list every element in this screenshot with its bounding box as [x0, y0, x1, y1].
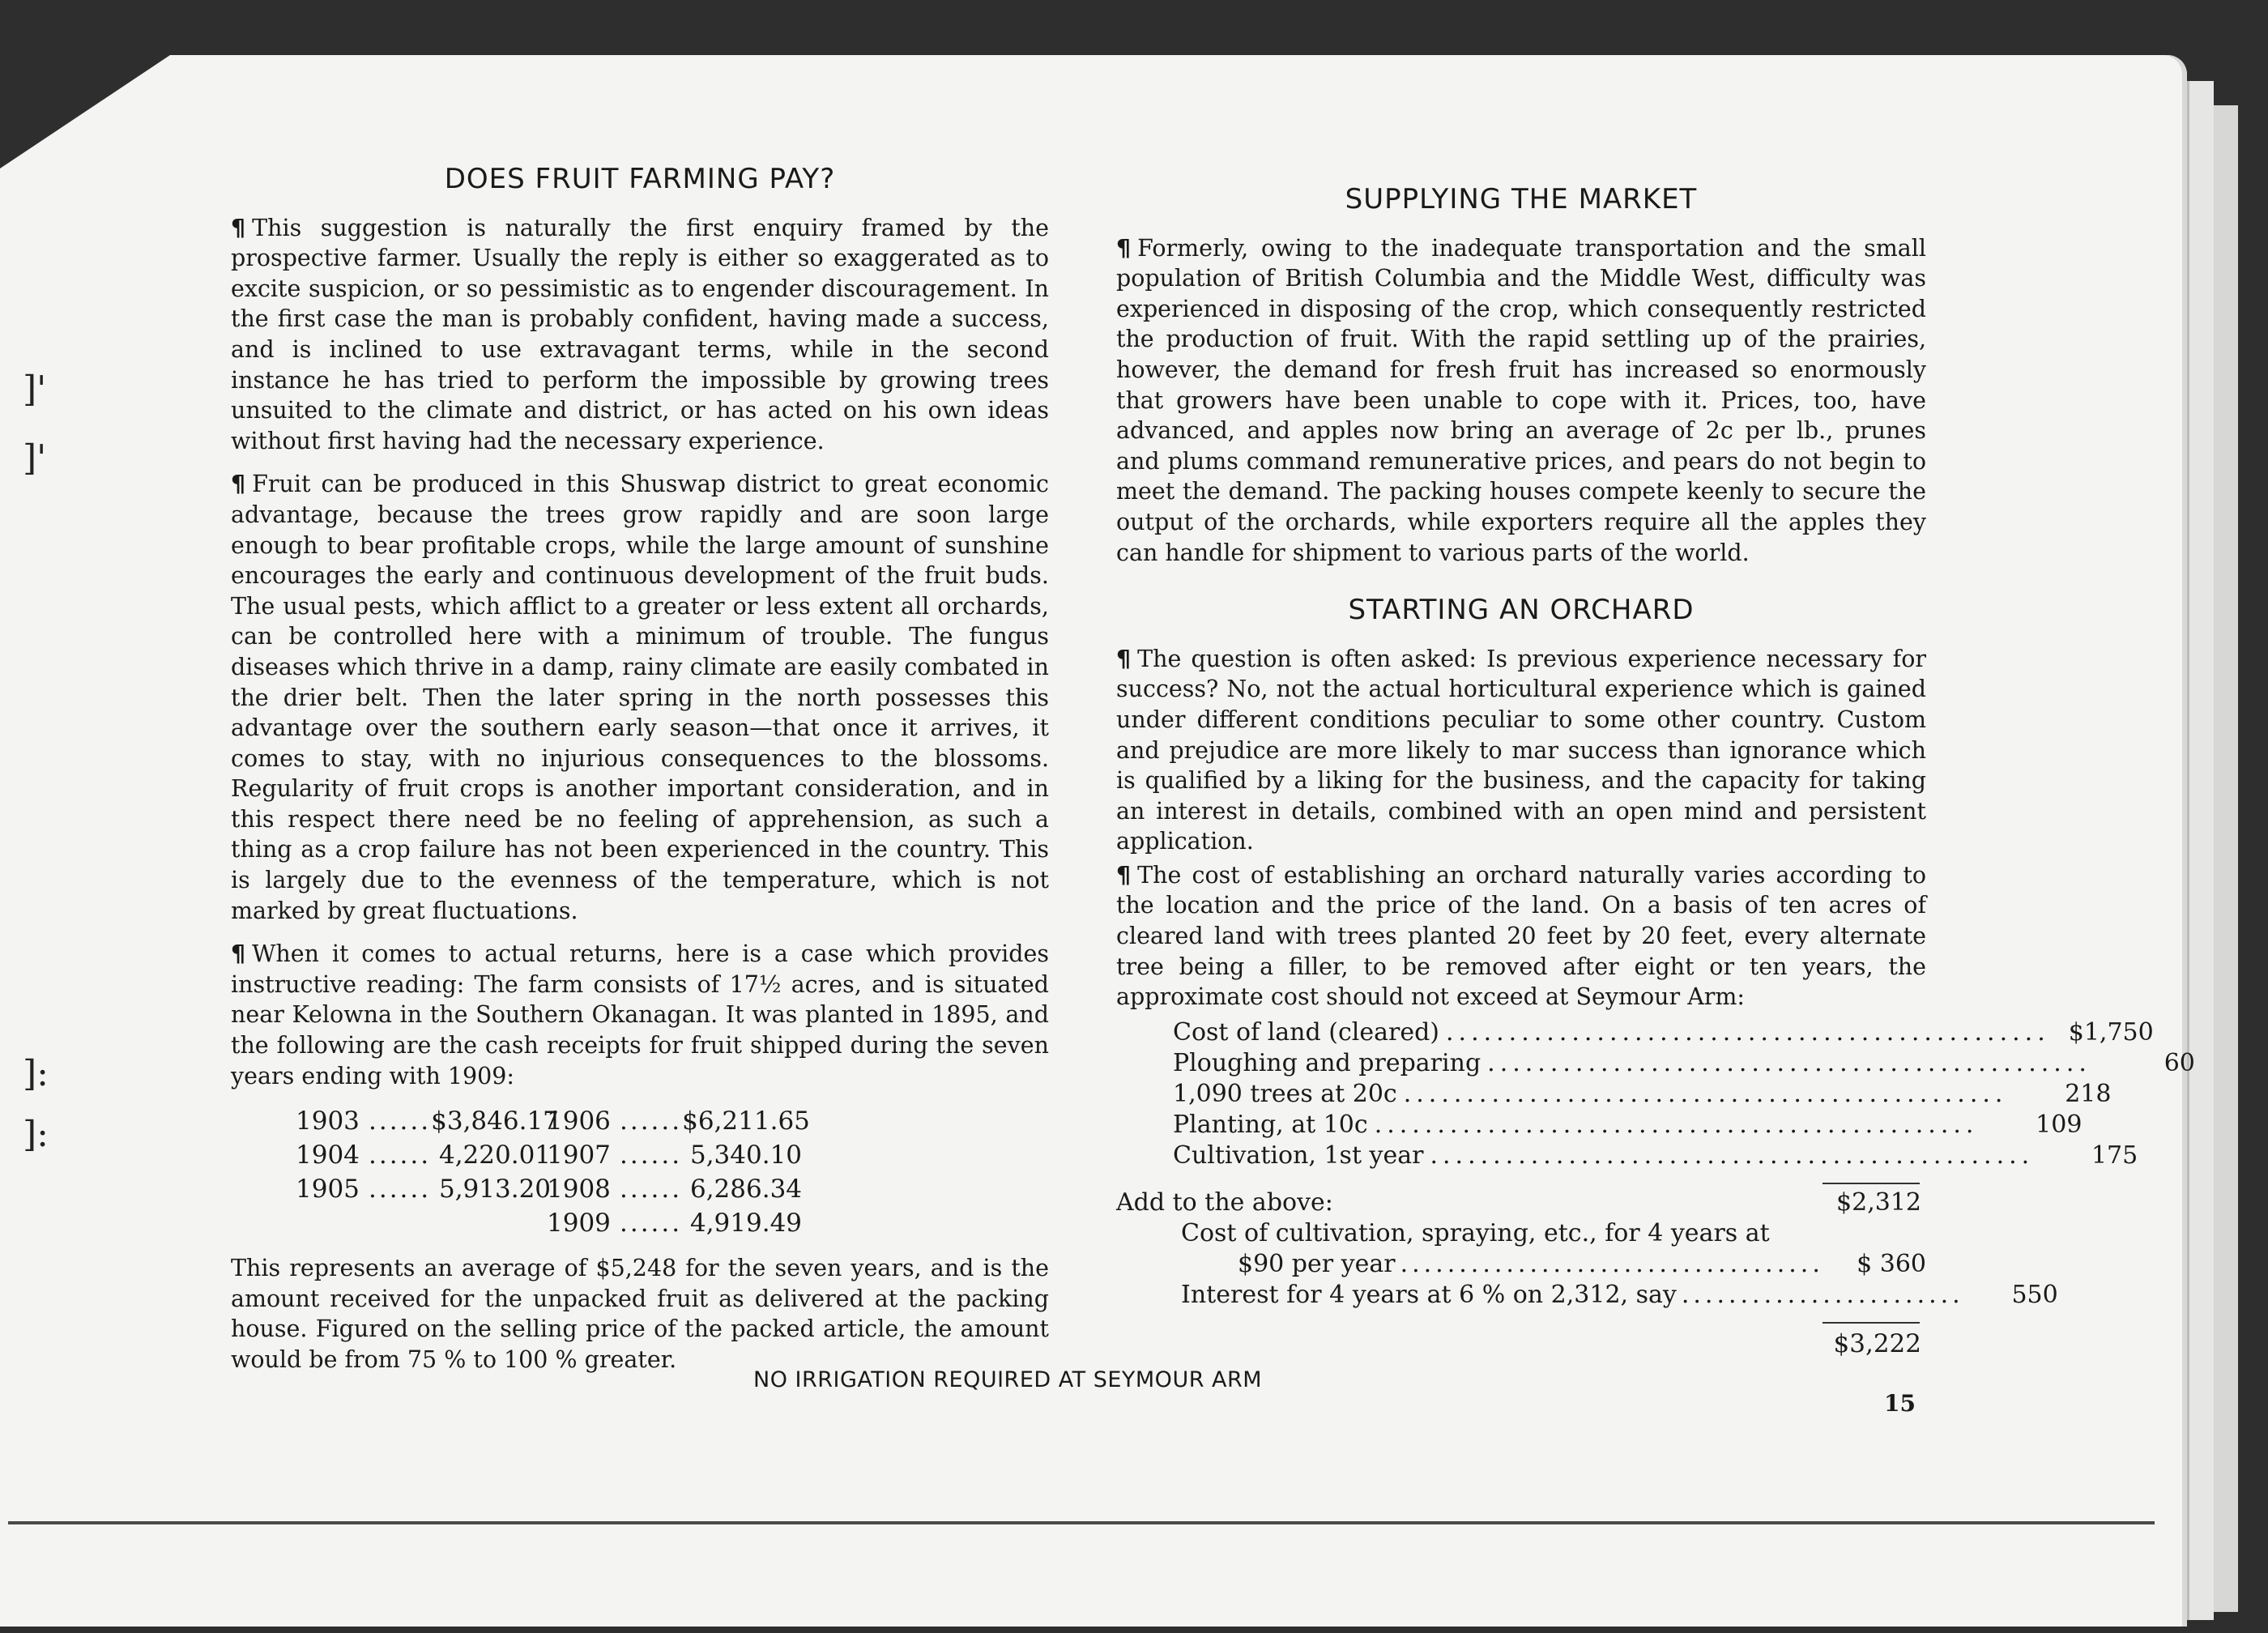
add-row: [1116, 1187, 1926, 1218]
cost-row: 1,090 trees at 20c ................................................ 218: [1173, 1079, 2112, 1108]
receipt-row: 1905 ...... 5,913.20: [296, 1175, 552, 1204]
left-column: [231, 164, 1049, 1388]
right-column: [1116, 183, 2195, 1364]
receipt-row: 1906 ......$6,211.65: [547, 1106, 810, 1136]
margin-mark-4: ]:: [23, 1114, 49, 1155]
heading-fruit-farming: DOES FRUIT FARMING PAY?: [444, 163, 836, 195]
paragraph-average: This represents an average of $5,248 for the seven years, and is the amount received for the unpacked fruit as delivered at the packing house. Figured on the selling price of the packed article, the amount would be from 75 % to 100 % greater.: [231, 1255, 1049, 1373]
heading-starting-orchard: STARTING AN ORCHARD: [1348, 594, 1695, 627]
receipts-table: [296, 1104, 1049, 1240]
paragraph-cost: ¶ The cost of establishing an orchard naturally varies according to the location and the price of the land. On a basis of ten acres of cleared land with trees planted 20 feet by 20 feet, every alternate tree being a filler, to be removed after eight or ten years, the approximate cost should not exceed at Seymour Arm:: [1116, 861, 1926, 1011]
subtotal-rule: [1823, 1183, 1920, 1184]
footer-slogan: NO IRRIGATION REQUIRED AT SEYMOUR ARM: [753, 1367, 1263, 1392]
bottom-edge-line: [8, 1521, 2155, 1524]
cost-row: Cost of land (cleared) ................................................ $1,750: [1173, 1017, 2154, 1047]
page-edge-mid: [2187, 81, 2214, 1620]
extra-cost-row-label: Cost of cultivation, spraying, etc., for 4 years at: [1181, 1218, 1770, 1247]
margin-mark-3: ]:: [23, 1053, 49, 1094]
receipt-row: 1903 ......$3,846.17: [296, 1106, 559, 1136]
margin-mark-1: ]': [23, 369, 47, 410]
page-number: 15: [1884, 1390, 1916, 1417]
paragraph-market: ¶ Formerly, owing to the inadequate transportation and the small population of British Columbia and the Middle West, difficulty was experienced in disposing of the crop, which consequently restricted the production of fruit. With the rapid settling up of the prairies, however, the demand for fresh fruit has increased so enormously that growers have been unable to cope with it. Prices, too, have advanced, and apples now bring an average of 2c per lb., prunes and plums command remunerative prices, and pears do not begin to meet the demand. The packing houses compete keenly to secure the output of the orchards, while exporters require all the apples they can handle for shipment to various parts of the world.: [1116, 234, 1926, 566]
pilcrow-icon: ¶: [1116, 234, 1132, 262]
cost-table: [1116, 1017, 2195, 1359]
page-corner-fold: [0, 55, 170, 168]
pilcrow-icon: ¶: [231, 214, 246, 241]
receipt-row: 1907 ...... 5,340.10: [547, 1141, 803, 1170]
pilcrow-icon: ¶: [231, 940, 246, 968]
cost-row: Planting, at 10c ................................................ 109: [1173, 1110, 2083, 1139]
interest-row: Interest for 4 years at 6 % on 2,312, say ........................ 550: [1181, 1280, 2058, 1309]
page-edge-back: [2211, 105, 2238, 1612]
margin-mark-2: ]': [23, 437, 47, 479]
grand-total: $3,222: [1116, 1328, 1926, 1359]
paragraph-enquiry: ¶ This suggestion is naturally the first enquiry framed by the prospective farmer. Usually the reply is either so exaggerated as to excite suspicion, or so pessimistic as to engender discouragement. In the first case the man is probably confident, having made a success, and is inclined to use extravagant terms, while in the second instance he has tried to perform the impossible by growing trees unsuited to the climate and district, or has acted on his own ideas without first having had the necessary experience.: [231, 214, 1049, 454]
receipt-row: 1909 ...... 4,919.49: [547, 1209, 803, 1239]
subtotal-block: [1116, 1187, 1926, 1218]
pilcrow-icon: ¶: [231, 471, 246, 498]
paragraph-returns: ¶ When it comes to actual returns, here is a case which provides instructive reading: The farm consists of 17½ acres, and is situated near Kelowna in the Southern Okanagan. It was planted in 1895, and the following are the cash receipts for fruit shipped during the seven years ending with 1909:: [231, 940, 1049, 1089]
paragraph-shuswap: ¶ Fruit can be produced in this Shuswap district to great economic advantage, because the trees grow rapidly and are soon large enough to bear profitable crops, while the large amount of sunshine encourages the early and continuous development of the fruit buds. The usual pests, which afflict to a greater or less extent all orchards, can be controlled here with a minimum of trouble. The fungus diseases which thrive in a damp, rainy climate are easily combated in the drier belt. Then the later spring in the north possesses this advantage over the southern early season—that once it arrives, it comes to stay, with no injurious consequences to the blossoms. Regularity of fruit crops is another important consideration, and in this respect there need be no feeling of apprehension, as such a thing as a crop failure has not been experienced in the country. This is largely due to the evenness of the temperature, which is not marked by great fluctuations.: [231, 471, 1049, 924]
receipt-row: 1904 ...... 4,220.01: [296, 1141, 552, 1170]
cost-row: Ploughing and preparing ................................................ 60: [1173, 1048, 2195, 1077]
grand-total-rule: [1823, 1322, 1920, 1324]
cost-row: Cultivation, 1st year ................................................ 175: [1173, 1141, 2138, 1170]
pilcrow-icon: ¶: [1116, 861, 1132, 889]
receipt-row-empty: [296, 1206, 514, 1240]
add-label: Add to the above:: [1116, 1187, 1333, 1217]
extra-cost-row: $90 per year .................................... $ 360: [1238, 1249, 1926, 1278]
paragraph-experience: ¶ The question is often asked: Is previous experience necessary for success? No, not the actual horticultural experience which is gained under different conditions peculiar to some other country. Custom and prejudice are more likely to mar success than ignorance which is qualified by a liking for the business, and the capacity for taking an interest in details, combined with an open mind and persistent application.: [1116, 645, 1926, 855]
receipt-row: 1908 ...... 6,286.34: [547, 1175, 803, 1204]
pilcrow-icon: ¶: [1116, 645, 1132, 672]
subtotal: $2,312: [1836, 1187, 1921, 1217]
heading-supplying-market: SUPPLYING THE MARKET: [1345, 183, 1698, 215]
